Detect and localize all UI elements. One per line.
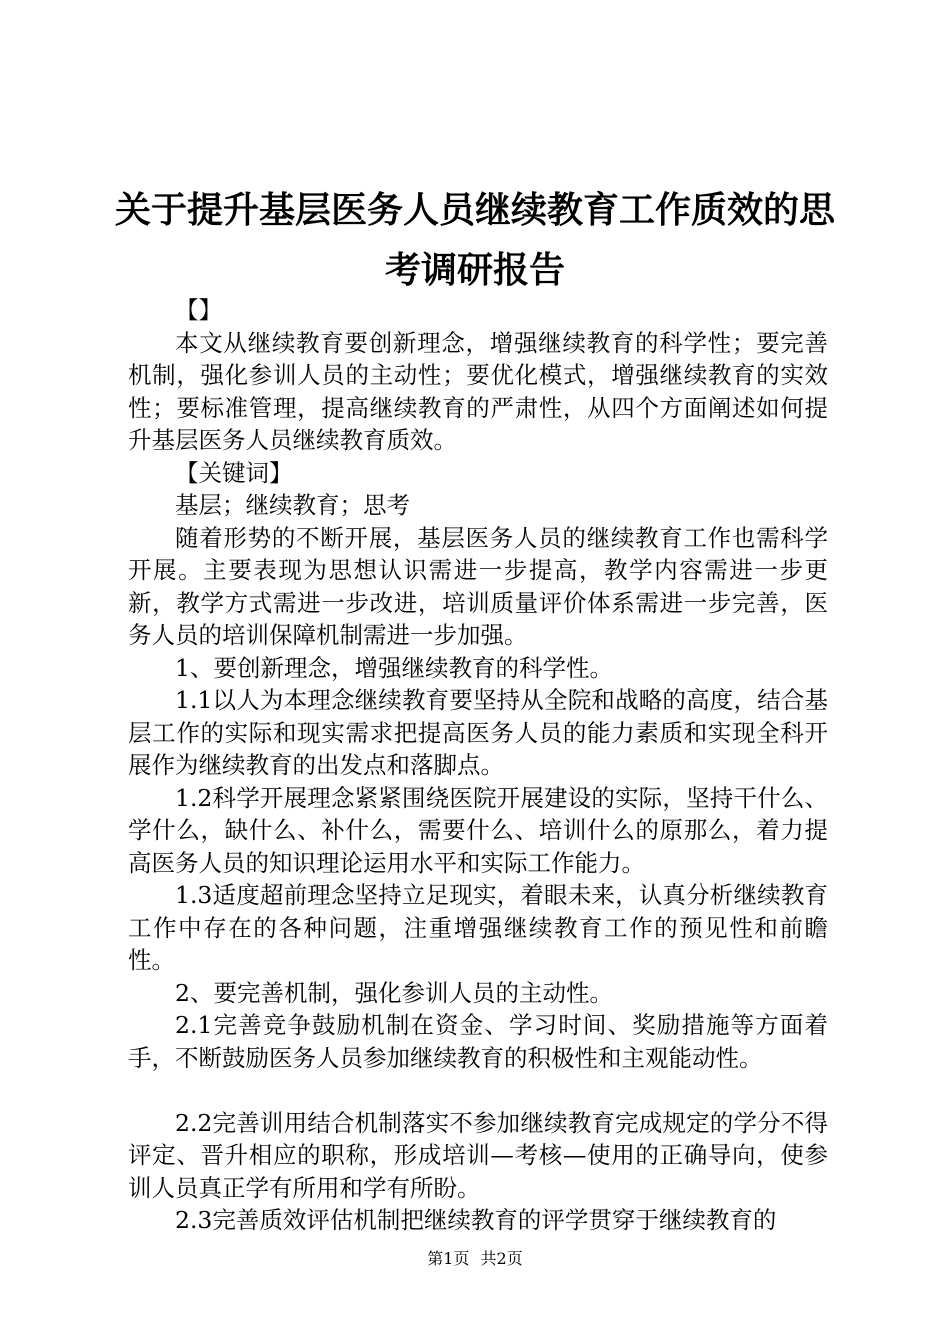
document-body [128,294,828,1237]
intro-paragraph: 随着形势的不断开展，基层医务人员的继续教育工作也需科学开展。主要表现为思想认识需进一步提高，教学内容需进一步更新，教学方式需进一步改进，培训质量评价体系需进一步完善，医务人员的培训保障机制需进一步加强。 [128,523,828,649]
page-footer [0,1246,950,1269]
section-1-3: 1.3适度超前理念坚持立足现实，着眼未来，认真分析继续教育工作中存在的各种问题，注重增强继续教育工作的预见性和前瞻性。 [128,881,828,974]
section-2-3: 2.3完善质效评估机制把继续教育的评学贯穿于继续教育的 [175,1206,777,1234]
keywords-text: 基层；继续教育；思考 [175,491,410,519]
abstract-heading: 【】 [175,296,222,324]
section-2-2: 2.2完善训用结合机制落实不参加继续教育完成规定的学分不得评定、晋升相应的职称，形成培训—考核—使用的正确导向，使参训人员真正学有所用和学有所盼。 [128,1108,828,1202]
section-2-1: 2.1完善竞争鼓励机制在资金、学习时间、奖励措施等方面着手，不断鼓励医务人员参加继续教育的积极性和主观能动性。 [128,1011,828,1072]
abstract-text: 本文从继续教育要创新理念，增强继续教育的科学性；要完善机制，强化参训人员的主动性；要优化模式，增强继续教育的实效性；要标准管理，提高继续教育的严肃性，从四个方面阐述如何提升基层医务人员继续教育质效。 [128,328,828,454]
section-2-heading: 2、要完善机制，强化参训人员的主动性。 [175,978,613,1007]
section-1-heading: 1、要创新理念，增强继续教育的科学性。 [175,653,613,682]
keywords-heading: 【关键词】 [175,458,293,487]
section-1-2: 1.2科学开展理念紧紧围绕医院开展建设的实际，坚持干什么、学什么，缺什么、补什么，需要什么、培训什么的原那么，着力提高医务人员的知识理论运用水平和实际工作能力。 [128,783,828,877]
document-title-line1: 关于提升基层医务人员继续教育工作质效的思 [114,189,835,231]
page-total: 共2页 [480,1249,523,1268]
page-number: 第1页 [427,1249,470,1268]
section-1-1: 1.1以人为本理念继续教育要坚持从全院和战略的高度，结合基层工作的实际和现实需求把提高医务人员的能力素质和实现全科开展作为继续教育的出发点和落脚点。 [128,686,828,779]
document-title-line2: 考调研报告 [384,249,565,291]
